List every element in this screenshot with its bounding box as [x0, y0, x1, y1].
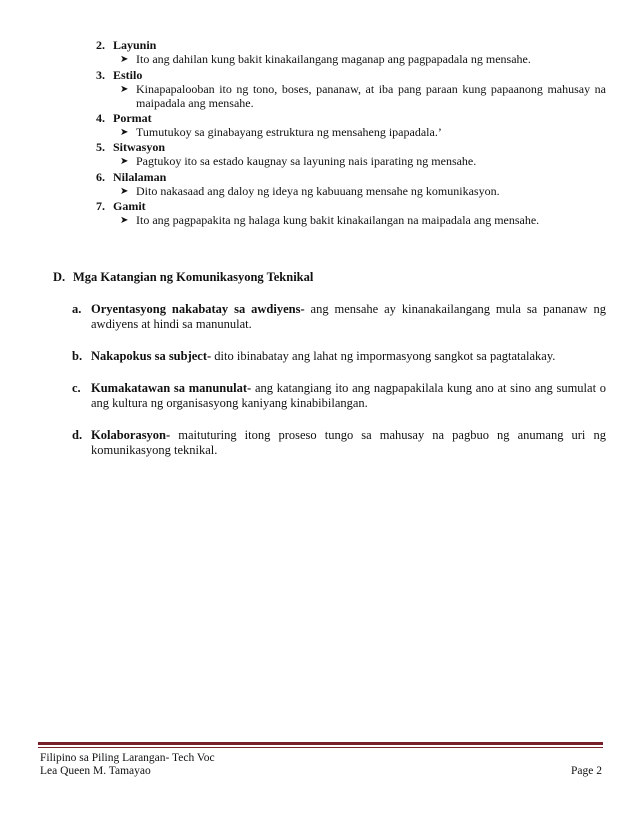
item-title: Nilalaman	[113, 169, 167, 184]
item-text: ang katangiang ito ang nagpapakilala kung ano at sino ang sumulat o ang kultura ng organisasyong kaniyang kinabibilangan.	[91, 381, 606, 410]
bullet-text: Dito nakasaad ang daloy ng ideya ng kabuuang mensahe ng komunikasyon.	[136, 183, 500, 198]
item-letter: c.	[72, 381, 81, 395]
item-text: dito ibinabatay ang lahat ng impormasyong sangkot sa pagtatalakay.	[211, 349, 556, 363]
list-item	[72, 381, 606, 411]
list-item	[72, 302, 606, 332]
arrow-bullet-icon: ➤	[120, 83, 129, 95]
footer-author: Lea Queen M. Tamayao	[40, 765, 151, 777]
footer-course: Filipino sa Piling Larangan- Tech Voc	[40, 752, 215, 764]
item-term: Kolaborasyon-	[91, 428, 171, 442]
page-number: Page 2	[571, 765, 602, 777]
item-letter: a.	[72, 302, 82, 316]
list-item	[96, 140, 606, 170]
footer-divider	[38, 742, 603, 745]
item-number: 6.	[96, 169, 105, 184]
bullet-text: Kinapapalooban ito ng tono, boses, pananaw, at iba pang paraan kung papaanong mahusay na maipadala ang mensahe.	[136, 81, 606, 110]
arrow-bullet-icon: ➤	[120, 156, 129, 167]
item-letter: b.	[72, 349, 83, 363]
arrow-bullet-icon: ➤	[120, 185, 129, 197]
item-term: Oryentasyong nakabatay sa awdiyens-	[91, 302, 305, 316]
arrow-bullet-icon: ➤	[120, 54, 129, 65]
characteristics-list	[72, 302, 606, 475]
item-number: 3.	[96, 67, 105, 82]
list-item	[72, 428, 606, 458]
section-title: Mga Katangian ng Komunikasyong Teknikal	[73, 270, 314, 284]
section-letter: D.	[53, 270, 66, 284]
list-item	[96, 38, 606, 68]
item-text: ang mensahe ay kinanakailangang mula sa pananaw ng awdiyens at hindi sa manunulat.	[91, 302, 606, 331]
list-item	[96, 111, 606, 141]
arrow-bullet-icon: ➤	[120, 215, 129, 226]
item-text: maituturing itong proseso tungo sa mahusay na pagbuo ng anumang uri ng komunikasyong teknikal.	[91, 428, 606, 457]
item-letter: d.	[72, 428, 83, 442]
list-item	[96, 170, 606, 200]
bullet-text: Tumutukoy sa ginabayang estruktura ng mensaheng ipapadala.’	[136, 124, 442, 139]
list-item	[72, 349, 606, 364]
footer-divider-thin	[38, 747, 603, 748]
section-heading	[53, 270, 313, 285]
bullet-text: Pagtukoy ito sa estado kaugnay sa layuning nais iparating ng mensahe.	[136, 154, 477, 168]
bullet-text: Ito ang dahilan kung bakit kinakailangang maganap ang pagpapadala ng mensahe.	[136, 52, 531, 66]
numbered-list	[96, 38, 606, 229]
item-number: 4.	[96, 110, 105, 125]
item-term: Nakapokus sa subject-	[91, 349, 212, 363]
item-title: Layunin	[113, 38, 157, 52]
item-number: 7.	[96, 199, 105, 213]
item-title: Estilo	[113, 67, 143, 82]
list-item	[96, 199, 606, 229]
item-title: Gamit	[113, 199, 146, 213]
arrow-bullet-icon: ➤	[120, 126, 129, 138]
list-item	[96, 68, 606, 111]
item-number: 5.	[96, 140, 105, 154]
bullet-text: Ito ang pagpapakita ng halaga kung bakit kinakailangan na maipadala ang mensahe.	[136, 213, 540, 227]
item-title: Sitwasyon	[113, 140, 166, 154]
item-term: Kumakatawan sa manunulat-	[91, 381, 252, 395]
item-number: 2.	[96, 38, 105, 52]
page-footer	[40, 752, 602, 778]
item-title: Pormat	[113, 110, 152, 125]
